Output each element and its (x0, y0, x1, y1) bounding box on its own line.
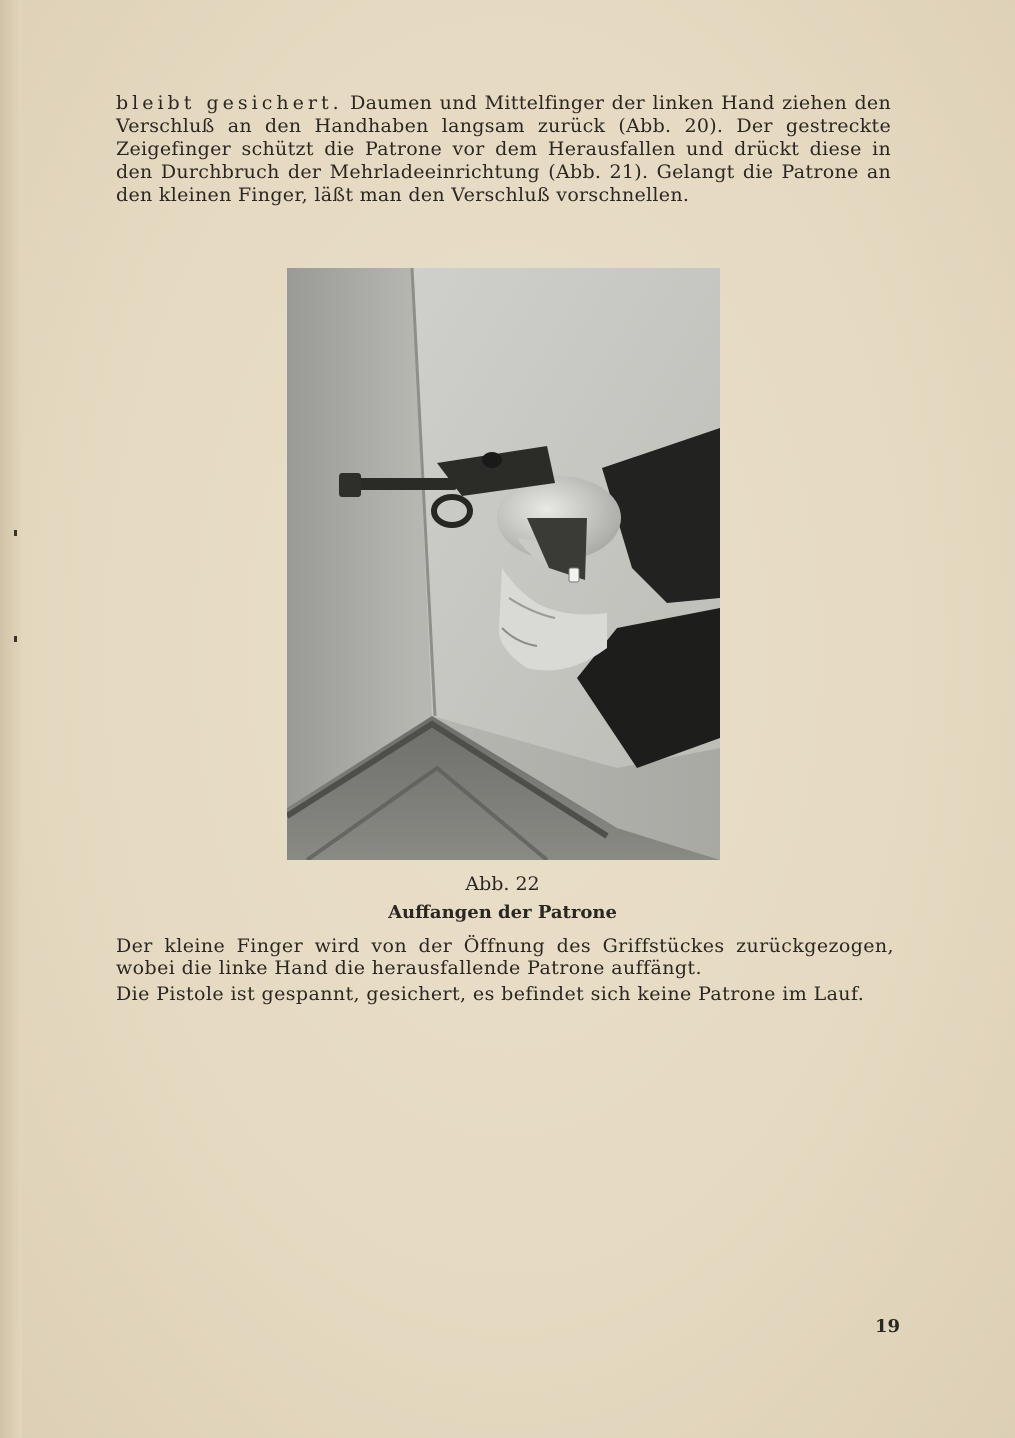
binding-mark (14, 530, 17, 536)
figure-title: Auffangen der Patrone (388, 902, 617, 923)
figure-photo (287, 268, 720, 860)
figure-number: Abb. 22 (465, 873, 540, 895)
page-number: 19 (874, 1316, 900, 1337)
binding-mark (14, 636, 17, 642)
paragraph-1 (116, 92, 891, 207)
page-binding-edge (0, 0, 22, 1438)
emphasized-phrase: bleibt gesichert. (116, 92, 343, 114)
paragraph-2: Der kleine Finger wird von der Öffnung des Griffstückes zurückgezogen, wobei die linke Hand die herausfallende Patrone auffängt. (116, 935, 894, 979)
paragraph-1-text: Daumen und Mittelfinger der linken Hand ziehen den Verschluß an den Handhaben langsam zurück (Abb. 20). Der gestreckte Zeigefinger schützt die Patrone vor dem Herausfallen und drückt diese in den Durchbruch der Mehrladeeinrichtung (Abb. 21). Gelangt die Patrone an den kleinen Finger, läßt man den Verschluß vorschnellen. (116, 92, 891, 206)
pistol-photo-illustration (287, 268, 720, 860)
paragraph-3: Die Pistole ist gespannt, gesichert, es befindet sich keine Patrone im Lauf. (116, 983, 865, 1005)
